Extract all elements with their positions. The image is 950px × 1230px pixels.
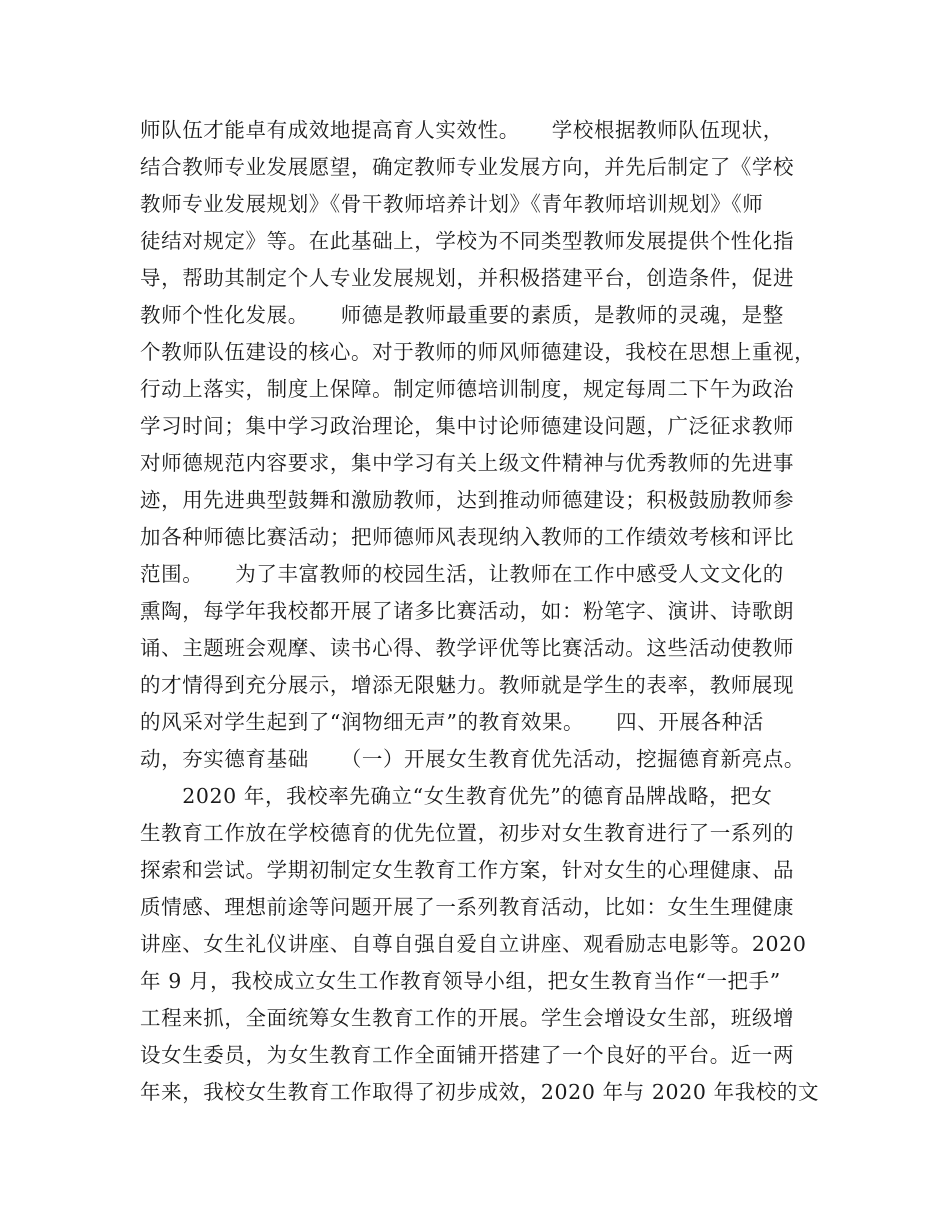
text-line-8: 行动上落实，制度上保障。制定师德培训制度，规定每周二下午为政治 [140,377,795,401]
text-line-5: 导，帮助其制定个人专业发展规划，并积极搭建平台，创造条件，促进 [140,266,795,290]
text-line-11: 迹，用先进典型鼓舞和激励教师，达到推动师德建设；积极鼓励教师参 [140,488,795,512]
text-line-12: 加各种师德比赛活动；把师德师风表现纳入教师的工作绩效考核和评比 [140,525,795,549]
text-line-23: 讲座、女生礼仪讲座、自尊自强自爱自立讲座、观看励志电影等。2020 [140,932,807,956]
text-line-9: 学习时间；集中学习政治理论，集中讨论师德建设问题，广泛征求教师 [140,414,795,438]
text-line-18: 动，夯实德育基础 （一）开展女生教育优先活动，挖掘德育新亮点。 [140,747,805,771]
text-line-10: 对师德规范内容要求，集中学习有关上级文件精神与优秀教师的先进事 [140,451,795,475]
text-line-2: 结合教师专业发展愿望，确定教师专业发展方向，并先后制定了《学校 [140,155,795,179]
text-line-20: 生教育工作放在学校德育的优先位置，初步对女生教育进行了一系列的 [140,821,795,845]
text-line-27: 年来，我校女生教育工作取得了初步成效，2020 年与 2020 年我校的文 [140,1080,820,1104]
text-line-16: 的才情得到充分展示，增添无限魅力。教师就是学生的表率，教师展现 [140,673,795,697]
document-body [140,112,840,1111]
text-line-1: 师队伍才能卓有成效地提高育人实效性。 学校根据教师队伍现状， [140,118,784,142]
text-line-19: 2020 年，我校率先确立“女生教育优先”的德育品牌战略，把女 [140,784,773,808]
text-line-3: 教师专业发展规划》《骨干教师培养计划》《青年教师培训规划》《师 [140,192,764,216]
text-line-13: 范围。 为了丰富教师的校园生活，让教师在工作中感受人文文化的 [140,562,784,586]
text-line-24: 年 9 月，我校成立女生工作教育领导小组，把女生教育当作“一把手” [140,969,781,993]
text-line-15: 诵、主题班会观摩、读书心得、教学评优等比赛活动。这些活动使教师 [140,636,795,660]
text-line-25: 工程来抓，全面统筹女生教育工作的开展。学生会增设女生部，班级增 [140,1006,795,1030]
text-line-7: 个教师队伍建设的核心。对于教师的师风师德建设，我校在思想上重视， [140,340,816,364]
text-line-17: 的风采对学生起到了“润物细无声”的教育效果。 四、开展各种活 [140,710,764,734]
text-line-6: 教师个性化发展。 师德是教师最重要的素质，是教师的灵魂，是整 [140,303,784,327]
text-line-14: 熏陶，每学年我校都开展了诸多比赛活动，如：粉笔字、演讲、诗歌朗 [140,599,795,623]
text-line-26: 设女生委员，为女生教育工作全面铺开搭建了一个良好的平台。近一两 [140,1043,795,1067]
text-line-4: 徒结对规定》等。在此基础上，学校为不同类型教师发展提供个性化指 [140,229,795,253]
text-line-21: 探索和尝试。学期初制定女生教育工作方案，针对女生的心理健康、品 [140,858,795,882]
text-line-22: 质情感、理想前途等问题开展了一系列教育活动，比如：女生生理健康 [140,895,795,919]
